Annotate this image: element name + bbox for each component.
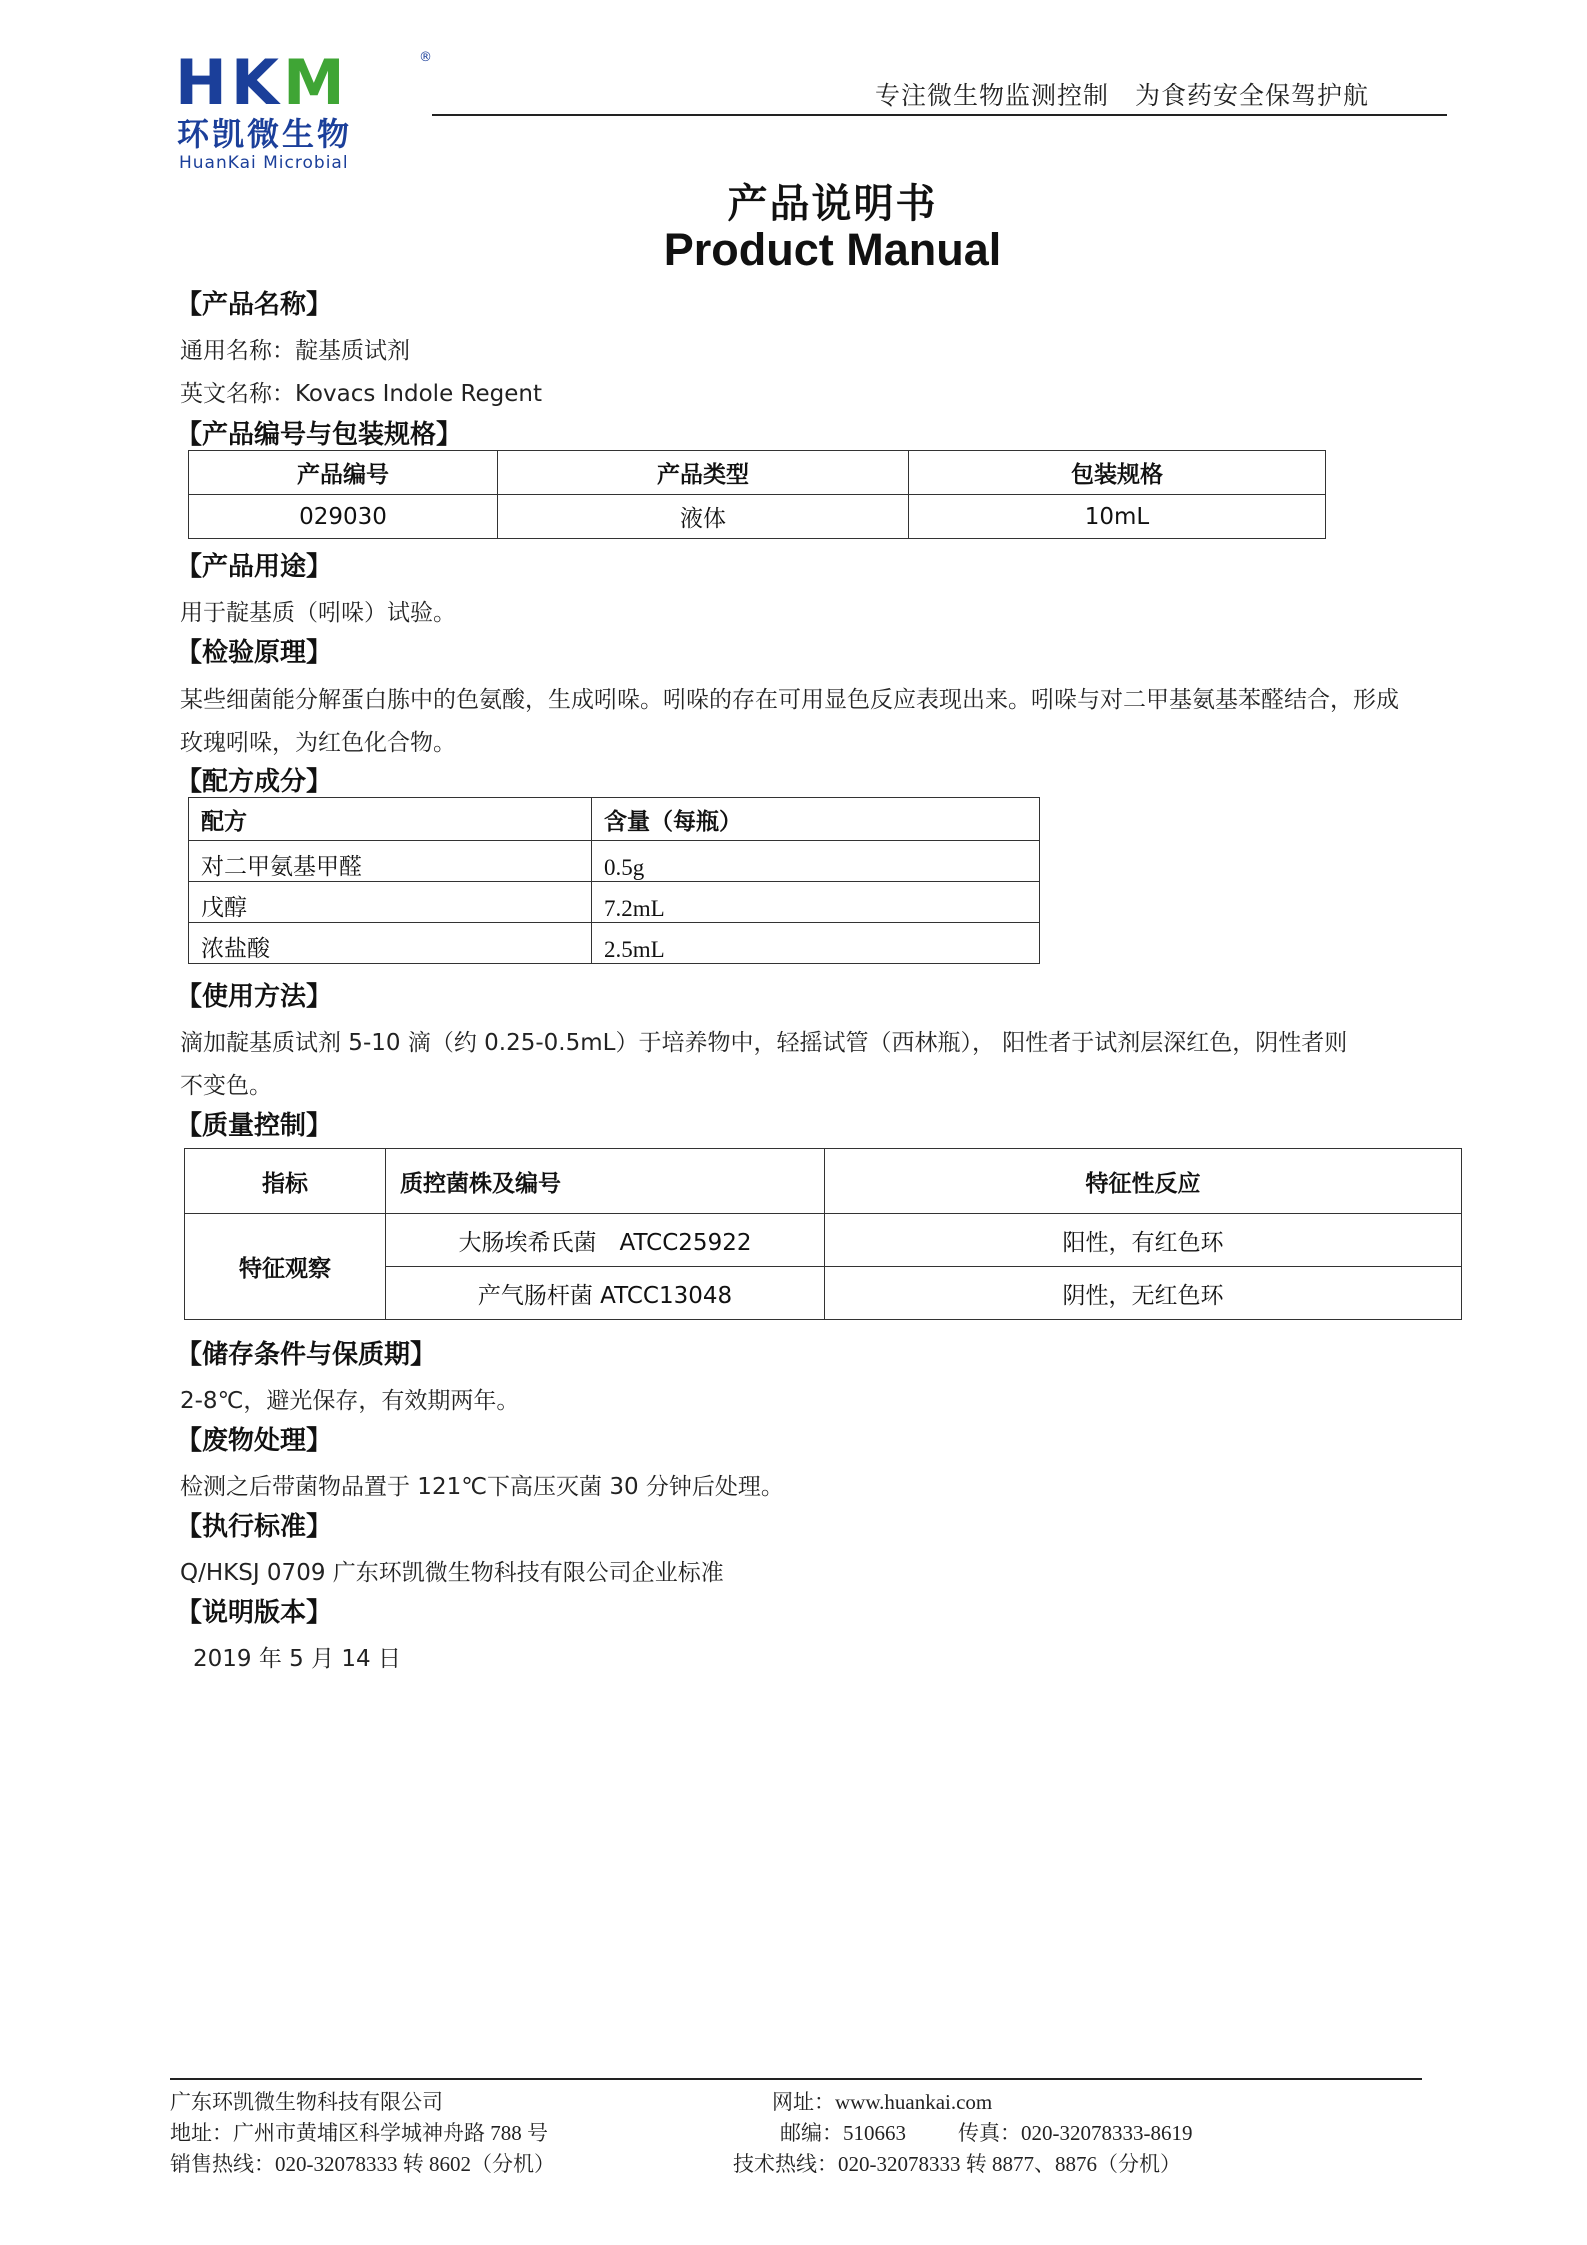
table-cell: 液体 bbox=[498, 495, 909, 539]
header-divider bbox=[432, 114, 1447, 116]
table-header-cell: 配方 bbox=[189, 798, 592, 841]
generic-name: 通用名称：靛基质试剂 bbox=[180, 338, 410, 364]
table-cell: 029030 bbox=[189, 495, 498, 539]
table-cell: 阴性，无红色环 bbox=[825, 1267, 1462, 1320]
table-header-cell: 包装规格 bbox=[909, 451, 1326, 495]
table-header-cell: 质控菌株及编号 bbox=[386, 1149, 825, 1214]
table-cell: 大肠埃希氏菌 ATCC25922 bbox=[386, 1214, 825, 1267]
table-cell: 浓盐酸 bbox=[189, 923, 592, 964]
section-heading-packaging: 【产品编号与包装规格】 bbox=[176, 420, 463, 450]
logo-english-name: HuanKai Microbial bbox=[179, 153, 349, 173]
english-name: 英文名称：Kovacs Indole Regent bbox=[180, 381, 542, 407]
principle-text-line: 玫瑰吲哚，为红色化合物。 bbox=[180, 730, 456, 756]
section-heading-method: 【使用方法】 bbox=[176, 982, 333, 1012]
packaging-table bbox=[188, 450, 1326, 539]
table-header-row bbox=[189, 451, 1326, 495]
principle-text-line: 某些细菌能分解蛋白胨中的色氨酸，生成吲哚。吲哚的存在可用显色反应表现出来。吲哚与对二甲基氨基苯醛结合，形成 bbox=[180, 687, 1399, 713]
footer-postcode: 邮编：510663 bbox=[780, 2121, 906, 2145]
section-heading-quality: 【质量控制】 bbox=[176, 1111, 333, 1141]
section-heading-principle: 【检验原理】 bbox=[176, 638, 333, 668]
disposal-text: 检测之后带菌物品置于 121℃下高压灭菌 30 分钟后处理。 bbox=[180, 1474, 784, 1500]
table-row bbox=[185, 1214, 1462, 1267]
table-cell: 产气肠杆菌 ATCC13048 bbox=[386, 1267, 825, 1320]
table-header-cell: 产品编号 bbox=[189, 451, 498, 495]
version-date: 2019 年 5 月 14 日 bbox=[193, 1646, 401, 1672]
logo-mark: HKM bbox=[175, 46, 349, 119]
company-logo bbox=[175, 46, 435, 173]
table-row bbox=[189, 923, 1040, 964]
footer-website: 网址：www.huankai.com bbox=[772, 2090, 993, 2114]
footer-sales-hotline: 销售热线：020-32078333 转 8602（分机） bbox=[170, 2152, 555, 2176]
standard-text: Q/HKSJ 0709 广东环凯微生物科技有限公司企业标准 bbox=[180, 1560, 724, 1586]
section-heading-standard: 【执行标准】 bbox=[176, 1512, 333, 1542]
section-heading-formula: 【配方成分】 bbox=[176, 767, 333, 797]
footer-company: 广东环凯微生物科技有限公司 bbox=[170, 2090, 443, 2114]
storage-text: 2-8℃，避光保存，有效期两年。 bbox=[180, 1388, 520, 1414]
table-row bbox=[189, 841, 1040, 882]
page-title-en: Product Manual bbox=[663, 224, 1002, 275]
table-header-cell: 产品类型 bbox=[498, 451, 909, 495]
section-heading-storage: 【储存条件与保质期】 bbox=[176, 1340, 437, 1370]
table-cell: 阳性，有红色环 bbox=[825, 1214, 1462, 1267]
table-cell: 2.5mL bbox=[592, 923, 1040, 964]
section-heading-usage: 【产品用途】 bbox=[176, 552, 333, 582]
formula-table bbox=[188, 797, 1040, 964]
footer-address: 地址：广州市黄埔区科学城神舟路 788 号 bbox=[170, 2121, 548, 2145]
logo-chinese-name: 环凯微生物 bbox=[177, 115, 353, 153]
header-slogan: 专注微生物监测控制 为食药安全保驾护航 bbox=[875, 81, 1370, 110]
usage-text: 用于靛基质（吲哚）试验。 bbox=[180, 600, 456, 626]
registered-mark: ® bbox=[419, 50, 432, 65]
footer-fax: 传真：020-32078333-8619 bbox=[958, 2121, 1193, 2145]
table-header-cell: 含量（每瓶） bbox=[592, 798, 1040, 841]
table-cell: 0.5g bbox=[592, 841, 1040, 882]
table-header-cell: 指标 bbox=[185, 1149, 386, 1214]
quality-control-table bbox=[184, 1148, 1462, 1320]
method-text-line: 不变色。 bbox=[180, 1073, 272, 1099]
table-cell: 10mL bbox=[909, 495, 1326, 539]
table-header-cell: 特征性反应 bbox=[825, 1149, 1462, 1214]
footer-tech-hotline: 技术热线：020-32078333 转 8877、8876（分机） bbox=[733, 2152, 1181, 2176]
section-heading-product-name: 【产品名称】 bbox=[176, 290, 333, 320]
table-header-row bbox=[185, 1149, 1462, 1214]
footer-divider bbox=[170, 2078, 1422, 2080]
table-row bbox=[189, 882, 1040, 923]
method-text-line: 滴加靛基质试剂 5-10 滴（约 0.25-0.5mL）于培养物中，轻摇试管（西林瓶）， 阳性者于试剂层深红色，阴性者则 bbox=[180, 1030, 1348, 1056]
table-row bbox=[189, 495, 1326, 539]
table-cell: 对二甲氨基甲醛 bbox=[189, 841, 592, 882]
page-title-cn: 产品说明书 bbox=[727, 181, 938, 227]
indicator-cell: 特征观察 bbox=[185, 1214, 386, 1320]
table-cell: 7.2mL bbox=[592, 882, 1040, 923]
section-heading-version: 【说明版本】 bbox=[176, 1598, 333, 1628]
section-heading-disposal: 【废物处理】 bbox=[176, 1426, 333, 1456]
table-header-row bbox=[189, 798, 1040, 841]
table-cell: 戊醇 bbox=[189, 882, 592, 923]
